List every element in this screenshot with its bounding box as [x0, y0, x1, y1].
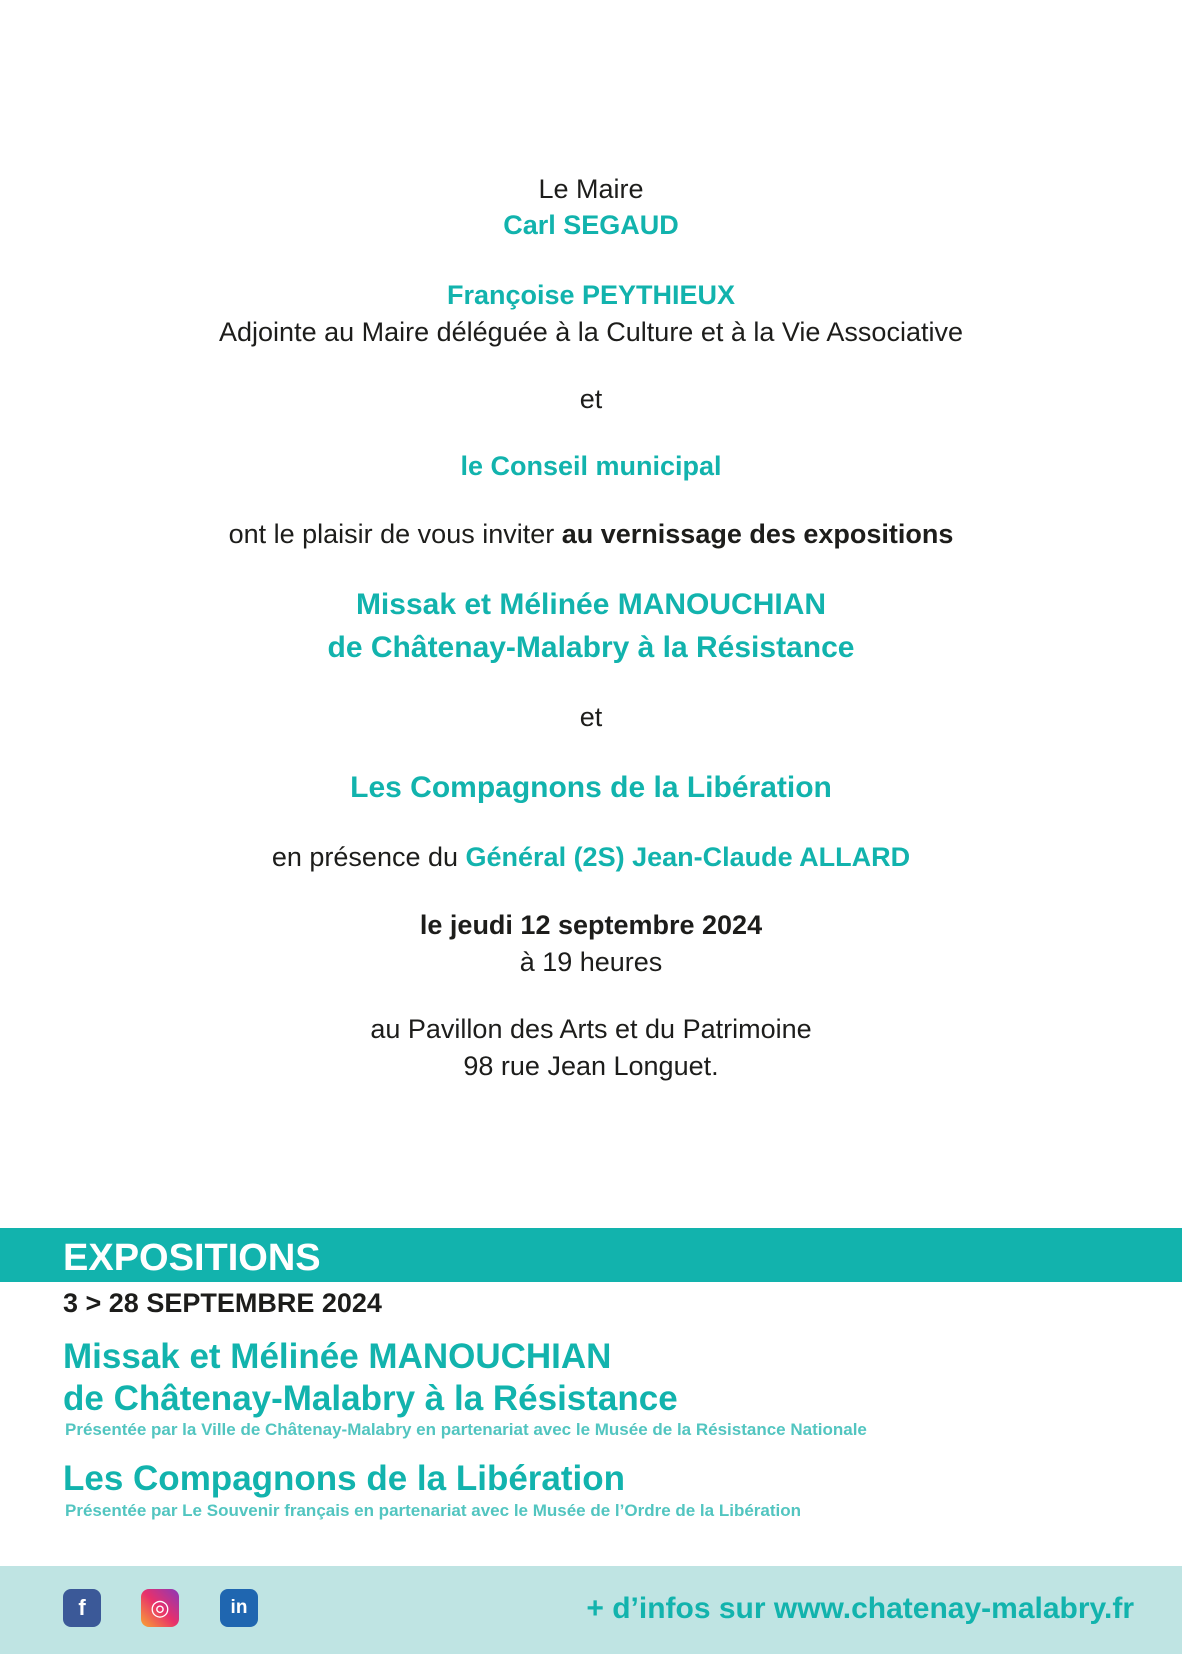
conjunction-et-2: et	[579, 702, 603, 732]
linkedin-icon[interactable]: in	[220, 1589, 258, 1627]
expo-2-subtitle: Présentée par Le Souvenir français en partenariat avec le Musée de l’Ordre de la Libération	[65, 1501, 802, 1520]
expositions-dates: 3 > 28 SEPTEMBRE 2024	[63, 1288, 382, 1318]
presence-name: Général (2S) Jean-Claude ALLARD	[465, 842, 911, 872]
venue: au Pavillon des Arts et du Patrimoine	[370, 1014, 812, 1044]
invitation-prefix: ont le plaisir de vous inviter	[228, 519, 562, 549]
event-time: à 19 heures	[519, 947, 663, 977]
expositions-heading: EXPOSITIONS	[63, 1237, 321, 1279]
facebook-icon[interactable]: f	[63, 1589, 101, 1627]
expo-1-subtitle: Présentée par la Ville de Châtenay-Malabry en partenariat avec le Musée de la Résistance Nationale	[65, 1420, 867, 1439]
presence-prefix: en présence du	[271, 842, 466, 872]
deputy-name: Françoise PEYTHIEUX	[446, 280, 736, 310]
exhibition-1-title-line1: Missak et Mélinée MANOUCHIAN	[355, 588, 827, 621]
website-link[interactable]: + d’infos sur www.chatenay-malabry.fr	[586, 1592, 1134, 1625]
address: 98 rue Jean Longuet.	[463, 1051, 719, 1081]
conjunction-et-1: et	[579, 384, 603, 414]
expo-2-title: Les Compagnons de la Libération	[63, 1459, 626, 1498]
exhibition-2-title: Les Compagnons de la Libération	[350, 771, 832, 804]
instagram-icon[interactable]: ◎	[141, 1589, 179, 1627]
council: le Conseil municipal	[460, 451, 722, 481]
deputy-role: Adjointe au Maire déléguée à la Culture et à la Vie Associative	[219, 317, 963, 347]
invitation-bold: au vernissage des expositions	[561, 519, 954, 549]
mayor-name: Carl SEGAUD	[503, 210, 679, 240]
invitation-sentence	[0, 517, 1182, 551]
mayor-label: Le Maire	[538, 174, 644, 204]
event-date: le jeudi 12 septembre 2024	[419, 910, 763, 940]
presence-sentence	[0, 840, 1182, 874]
expo-1-title-line1: Missak et Mélinée MANOUCHIAN	[63, 1337, 612, 1376]
exhibition-1-title-line2: de Châtenay-Malabry à la Résistance	[327, 631, 855, 664]
expo-1-title-line2: de Châtenay-Malabry à la Résistance	[63, 1379, 678, 1418]
